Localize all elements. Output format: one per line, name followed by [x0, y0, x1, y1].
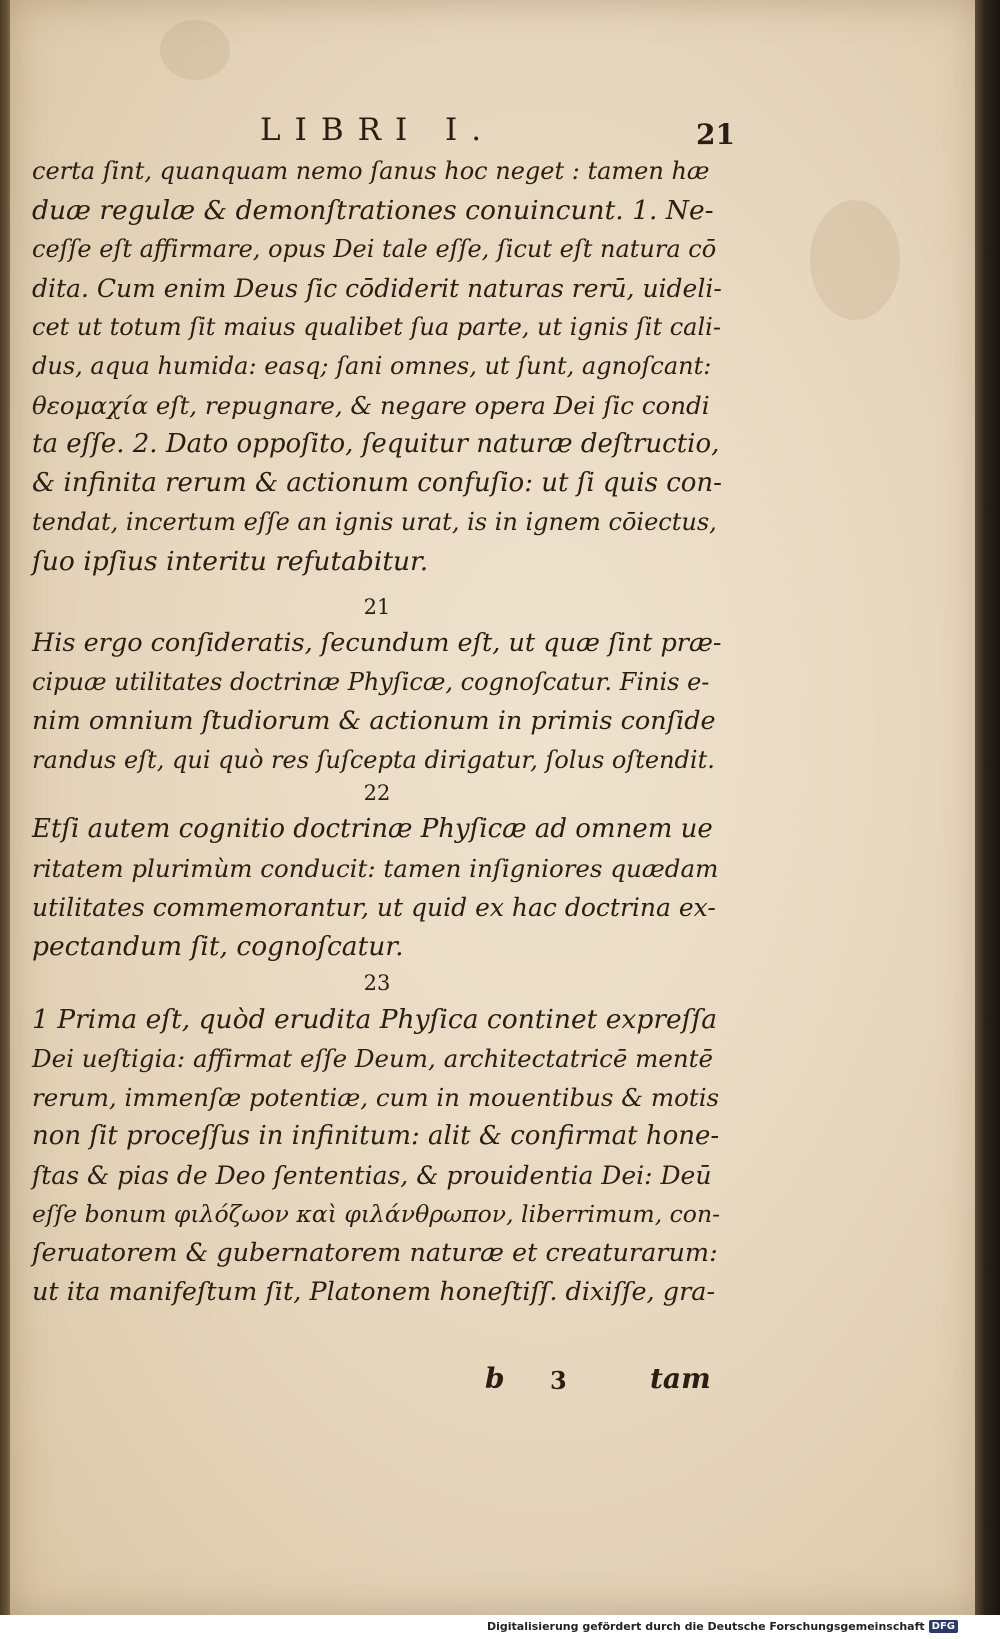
credit-text: Digitalisierung gefördert durch die Deutsche Forschungsgemeinschaft	[486, 1620, 925, 1633]
text-line: cipuæ utilitates doctrinæ Phyſicæ, cognoſcatur. Finis e-	[32, 668, 710, 696]
digitization-credit	[487, 1620, 958, 1633]
dfg-logo-icon: DFG	[929, 1620, 958, 1633]
text-line: pectandum ſit, cognoſcatur.	[32, 931, 404, 962]
section-text	[32, 624, 722, 780]
text-line: ſtas & pias de Deo ſententias, & prouidentia Dei: Deū	[32, 1161, 712, 1190]
text-line: & infinita rerum & actionum confuſio: ut ſi quis con-	[32, 468, 722, 498]
text-line: tendat, incertum eſſe an ignis urat, is in ignem cōiectus,	[32, 508, 717, 536]
text-line: certa ſint, quanquam nemo ſanus hoc neget : tamen hæ	[32, 157, 710, 185]
signature-number: 3	[550, 1366, 567, 1395]
section-23	[32, 966, 722, 1312]
section-22	[32, 776, 722, 966]
section-text	[32, 1000, 722, 1312]
text-line: utilitates commemorantur, ut quid ex hac doctrina ex-	[32, 893, 716, 922]
paper-stain	[810, 200, 900, 320]
catchword: tam	[650, 1362, 711, 1395]
text-line: randus eſt, qui quò res ſuſcepta dirigatur, ſolus oſtendit.	[32, 746, 715, 774]
page-number: 21	[696, 118, 735, 151]
text-line: duæ regulæ & demonſtrationes conuincunt. 1. Ne-	[32, 195, 714, 226]
text-line: ta eſſe. 2. Dato oppoſito, ſequitur naturæ deſtructio,	[32, 429, 720, 459]
text-line: dita. Cum enim Deus ſic cōdiderit naturas rerū, uideli-	[32, 274, 722, 303]
section-21	[32, 590, 722, 780]
text-line: ritatem plurimùm conducit: tamen inſigniores quædam	[32, 854, 719, 883]
section-number: 23	[363, 971, 391, 995]
text-line: nim omnium ſtudiorum & actionum in primis conſide	[32, 706, 716, 736]
section-text	[32, 810, 722, 966]
text-line: ſeruatorem & gubernatorem naturæ et creaturarum:	[32, 1238, 718, 1268]
section-number: 22	[363, 781, 391, 805]
text-line: non ſit proceſſus in infinitum: alit & confirmat hone-	[32, 1121, 720, 1151]
text-line: θεομαχία eſt, repugnare, & negare opera Dei ſic condi	[32, 391, 710, 420]
text-line: dus, aqua humida: easq; ſani omnes, ut ſunt, agnoſcant:	[32, 352, 712, 380]
text-line: rerum, immenſæ potentiæ, cum in mouentibus & motis	[32, 1083, 720, 1112]
text-line: ceſſe eſt affirmare, opus Dei tale eſſe, ſicut eſt natura cō	[32, 235, 717, 263]
running-title: LIBRI I.	[260, 112, 496, 148]
text-line: His ergo conſideratis, ſecundum eſt, ut quæ ſint præ-	[32, 628, 722, 658]
book-page	[10, 0, 980, 1615]
text-line: Dei ueſtigia: affirmat eſſe Deum, architectatricē mentē	[32, 1044, 714, 1073]
text-block-1	[32, 152, 722, 581]
text-line: eſſe bonum φιλόζωον καὶ φιλάνθρωπον, liberrimum, con-	[32, 1200, 721, 1228]
section-number: 21	[363, 595, 391, 619]
book-edge-right	[975, 0, 1000, 1615]
text-line: cet ut totum ſit maius qualibet ſua parte, ut ignis ſit cali-	[32, 313, 721, 341]
paper-stain	[160, 20, 230, 80]
signature-mark: b	[485, 1362, 505, 1395]
text-line: Etſi autem cognitio doctrinæ Phyſicæ ad omnem ue	[32, 814, 713, 844]
text-line: ut ita manifeſtum ſit, Platonem honeſtiſſ. dixiſſe, gra-	[32, 1277, 716, 1307]
text-line: 1 Prima eſt, quòd erudita Phyſica continet expreſſa	[32, 1004, 718, 1035]
text-line: ſuo ipſius interitu refutabitur.	[32, 546, 429, 577]
